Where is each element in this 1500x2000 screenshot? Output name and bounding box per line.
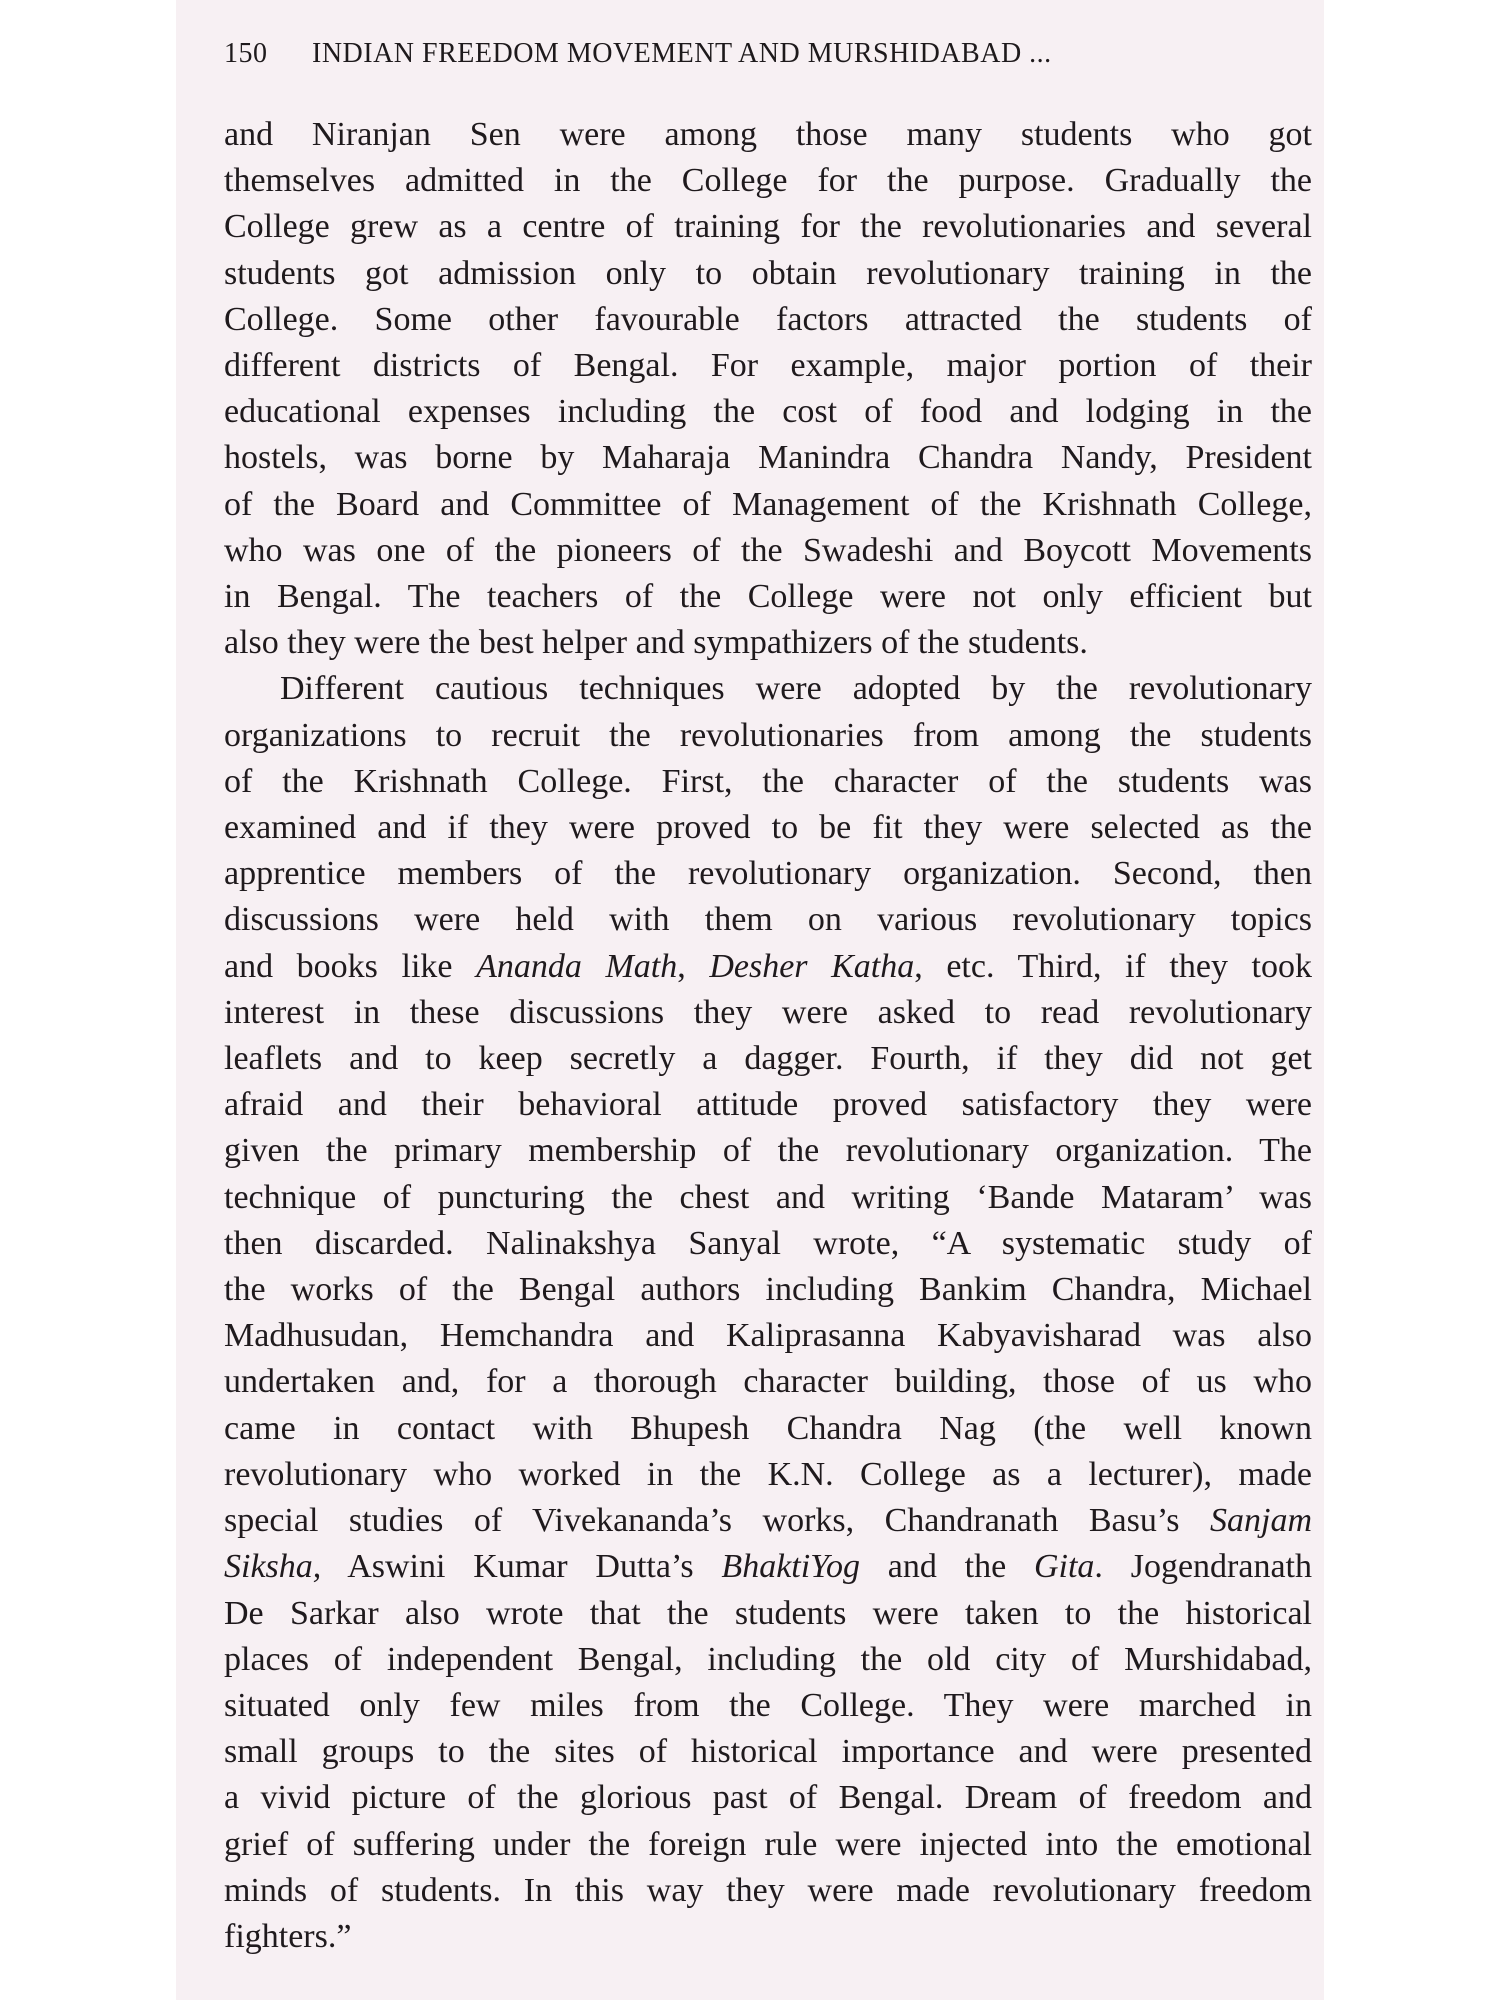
book-title-ananda-math: Ananda Math	[476, 947, 678, 985]
text-line: Madhusudan, Hemchandra and Kaliprasanna Kabyavisharad was also	[224, 1317, 1312, 1355]
text-line: students got admission only to obtain revolutionary training in the	[224, 254, 1312, 292]
text-line: educational expenses including the cost of food and lodging in the	[224, 393, 1312, 431]
text-fragment: special studies of Vivekananda’s works, Chandranath Basu’s	[224, 1502, 1210, 1540]
page-number: 150	[224, 38, 268, 69]
text-line: situated only few miles from the College. They were marched in	[224, 1686, 1312, 1724]
text-line: discussions were held with them on various revolutionary topics	[224, 901, 1312, 939]
text-line: technique of puncturing the chest and writing ‘Bande Mataram’ was	[224, 1178, 1312, 1216]
book-title-siksha: Siksha,	[224, 1548, 322, 1586]
text-line: of the Board and Committee of Management of the Krishnath College,	[224, 485, 1312, 523]
text-line: hostels, was borne by Maharaja Manindra Chandra Nandy, President	[224, 439, 1312, 477]
text-line: of the Krishnath College. First, the character of the students was	[224, 762, 1312, 800]
book-title-desher-katha: Desher Katha	[709, 947, 915, 985]
running-header	[224, 38, 1274, 70]
text-fragment: . Jogendranath	[1094, 1548, 1312, 1586]
text-line: and Niranjan Sen were among those many students who got	[224, 116, 1312, 153]
text-fragment: , etc. Third, if they took	[914, 947, 1313, 985]
text-line: fighters.”	[224, 1917, 352, 1955]
text-line: grief of suffering under the foreign rule were injected into the emotional	[224, 1825, 1312, 1863]
text-line: then discarded. Nalinakshya Sanyal wrote, “A systematic study of	[224, 1224, 1312, 1262]
text-fragment: Aswini Kumar Dutta’s	[321, 1548, 722, 1586]
text-line: a vivid picture of the glorious past of Bengal. Dream of freedom and	[224, 1779, 1312, 1817]
text-line: revolutionary who worked in the K.N. College as a lecturer), made	[224, 1455, 1312, 1493]
text-line: apprentice members of the revolutionary organization. Second, then	[224, 855, 1312, 893]
text-line: in Bengal. The teachers of the College were not only efficient but	[224, 578, 1312, 616]
text-line	[224, 1498, 1312, 1544]
book-title-bhaktiyog: BhaktiYog	[721, 1548, 860, 1586]
text-line: came in contact with Bhupesh Chandra Nag (the well known	[224, 1409, 1312, 1447]
text-line	[224, 944, 1312, 990]
text-line: examined and if they were proved to be fit they were selected as the	[224, 809, 1312, 847]
text-fragment: and the	[859, 1548, 1034, 1586]
text-fragment: ,	[677, 947, 710, 985]
text-line: themselves admitted in the College for the purpose. Gradually the	[224, 162, 1312, 200]
text-line: College grew as a centre of training for the revolutionaries and several	[224, 208, 1312, 246]
text-line: the works of the Bengal authors including Bankim Chandra, Michael	[224, 1271, 1312, 1309]
text-line: different districts of Bengal. For example, major portion of their	[224, 347, 1312, 385]
text-line: also they were the best helper and sympathizers of the students.	[224, 624, 1088, 662]
text-line	[224, 1544, 1312, 1590]
text-line: afraid and their behavioral attitude proved satisfactory they were	[224, 1086, 1312, 1124]
book-page	[176, 0, 1324, 2000]
text-line: organizations to recruit the revolutionaries from among the students	[224, 716, 1312, 754]
text-line: De Sarkar also wrote that the students were taken to the historical	[224, 1594, 1312, 1632]
text-line: minds of students. In this way they were made revolutionary freedom	[224, 1871, 1312, 1909]
text-line: undertaken and, for a thorough character building, those of us who	[224, 1363, 1312, 1401]
text-fragment: and books like	[224, 947, 477, 985]
text-line: small groups to the sites of historical importance and were presented	[224, 1733, 1312, 1771]
text-line: Different cautious techniques were adopted by the revolutionary	[280, 670, 1312, 708]
text-line: College. Some other favourable factors attracted the students of	[224, 300, 1312, 338]
text-line: given the primary membership of the revolutionary organization. The	[224, 1132, 1312, 1170]
body-text	[224, 112, 1312, 1960]
text-line: interest in these discussions they were asked to read revolutionary	[224, 993, 1312, 1031]
text-line: places of independent Bengal, including the old city of Murshidabad,	[224, 1640, 1312, 1678]
text-line: who was one of the pioneers of the Swadeshi and Boycott Movements	[224, 531, 1312, 569]
running-title: INDIAN FREEDOM MOVEMENT AND MURSHIDABAD ...	[312, 38, 1052, 69]
book-title-gita: Gita	[1033, 1548, 1095, 1586]
book-title-sanjam: Sanjam	[1210, 1502, 1312, 1540]
text-line: leaflets and to keep secretly a dagger. Fourth, if they did not get	[224, 1040, 1312, 1078]
